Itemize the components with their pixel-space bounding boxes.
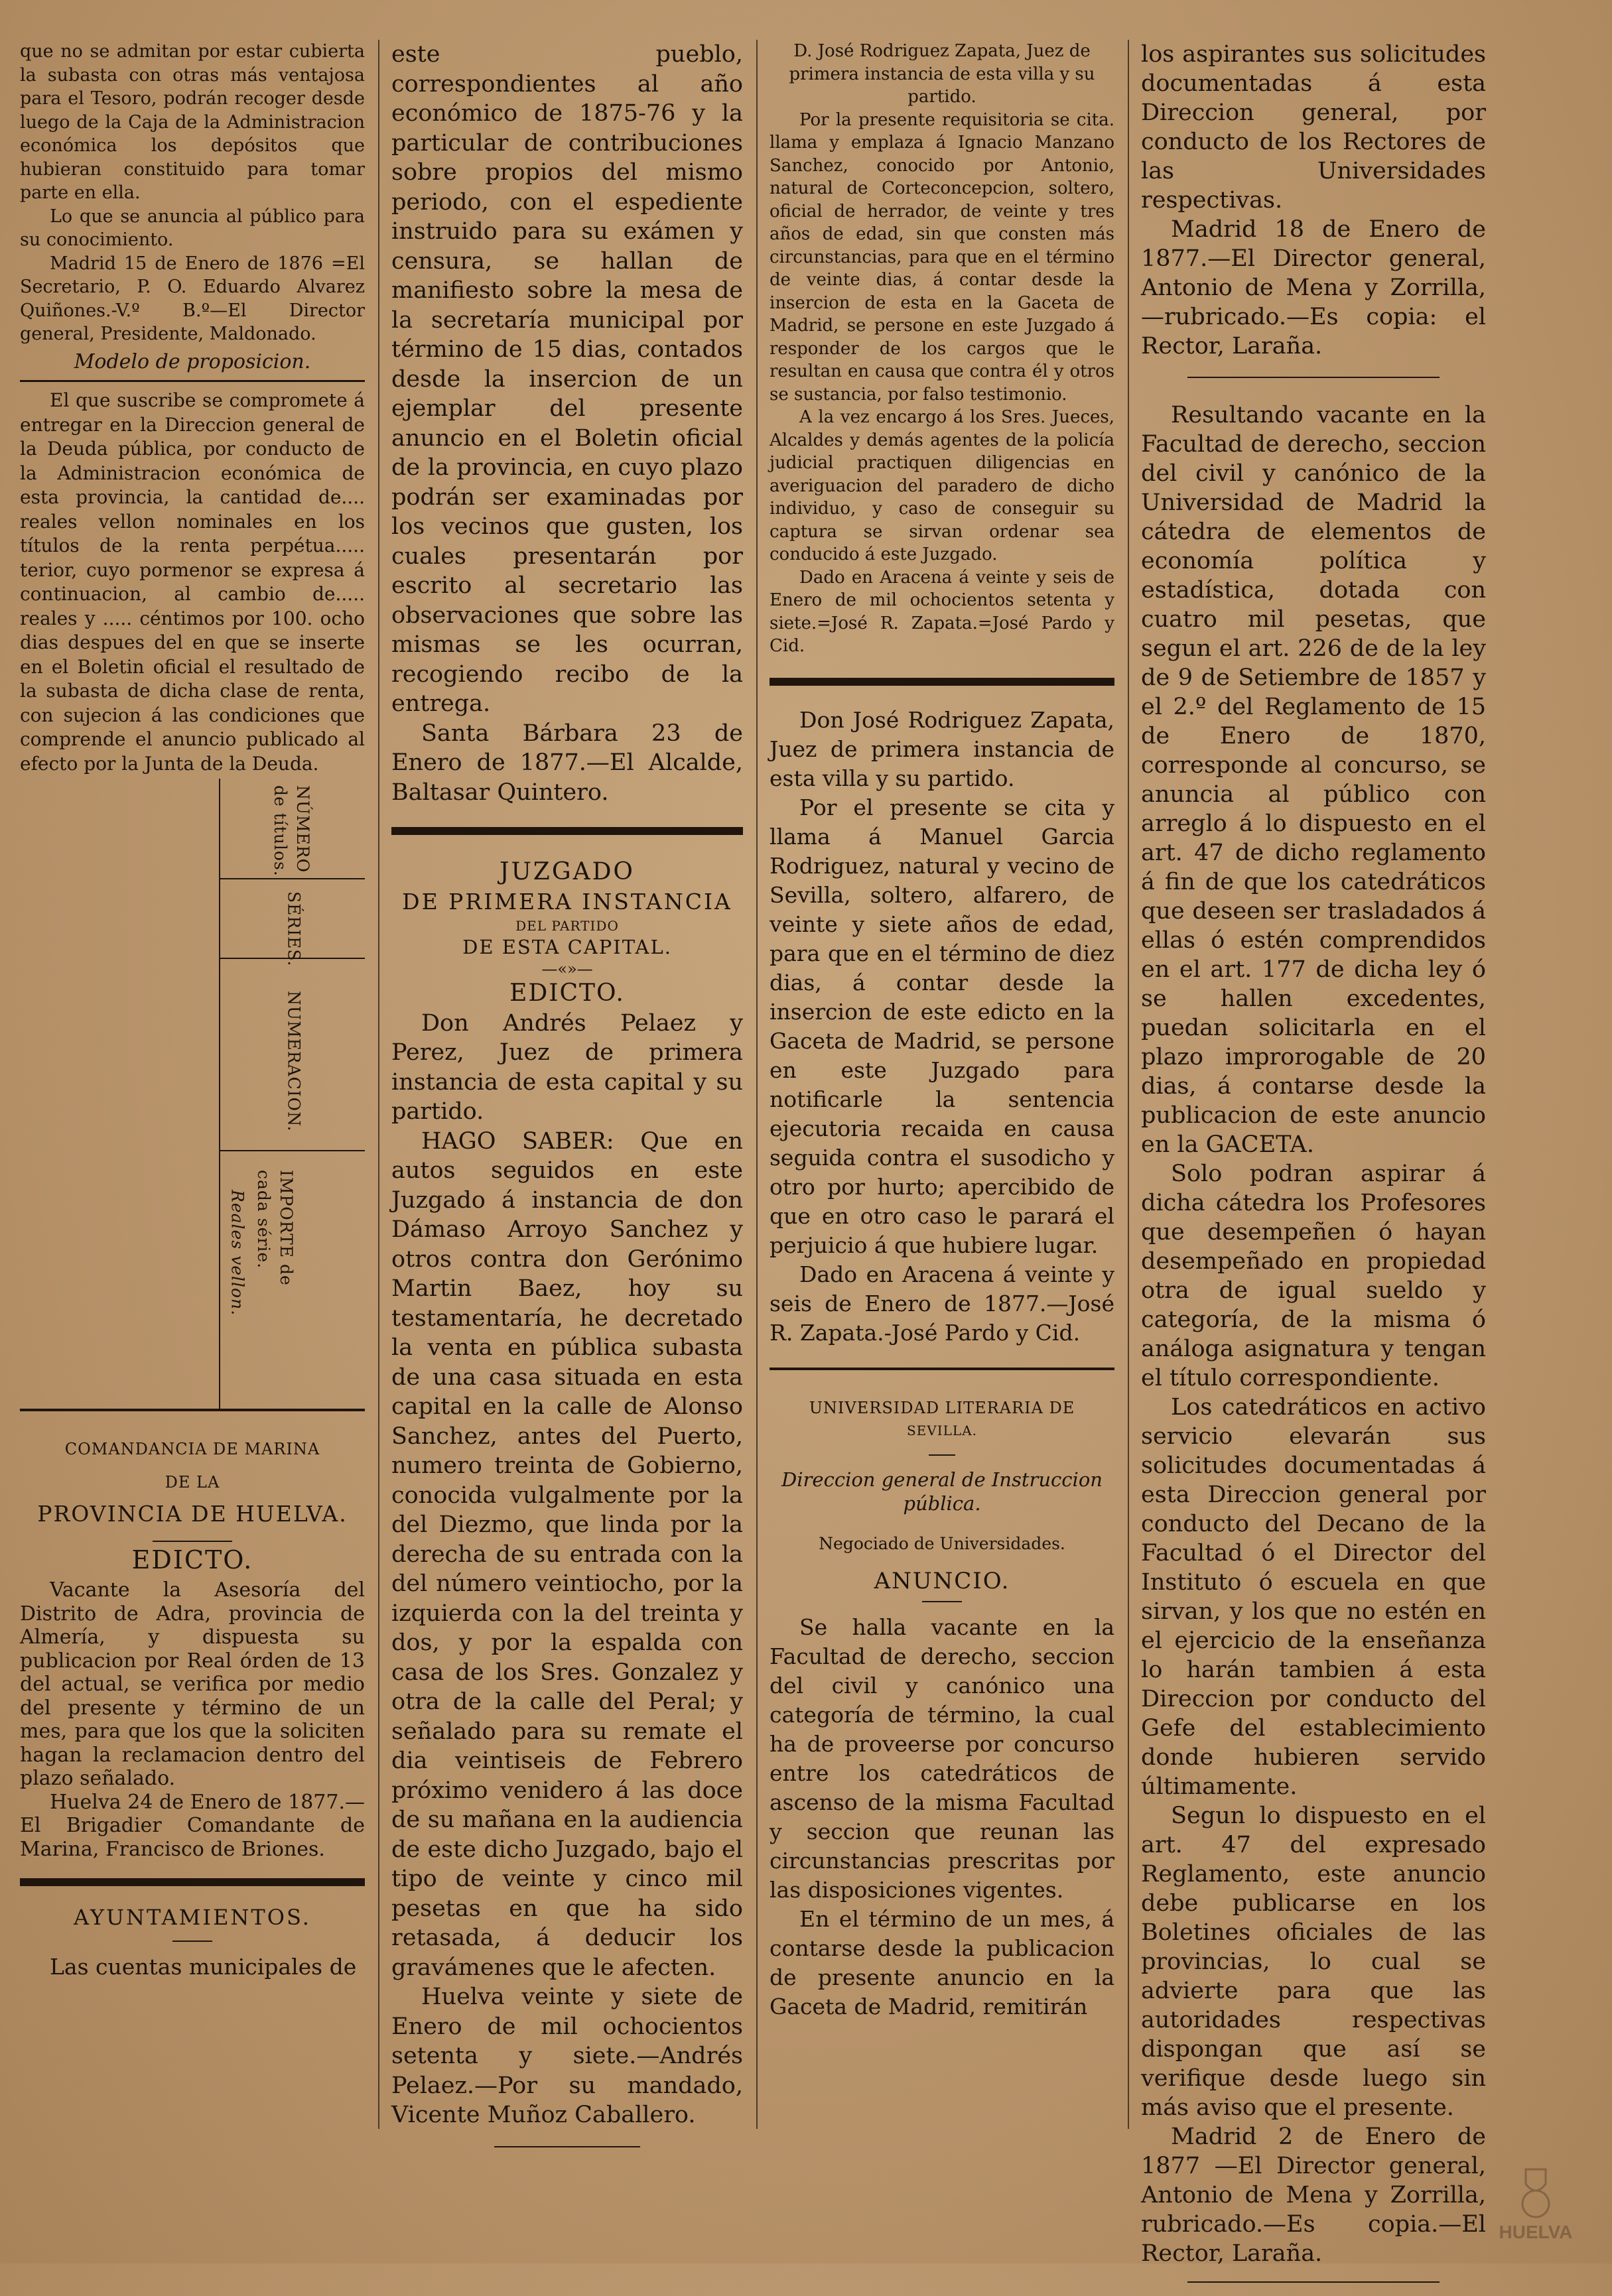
paragraph: HAGO SABER: Que en autos seguidos en este Juzgado á instancia de don Dámaso Arroyo Sanchez y otros contra don Gerónimo Martin Baez, hoy su testamentaría, he decretado la venta en pública subasta de una casa situada en esta capital en la calle de Alonso Sanchez, antes del Puerto, numero treinta de Gobierno, conocida vulgalmente por la del Diezmo, que linda por la derecha de su entrada con la del número veintiocho, por la izquierda con la del treinta y dos, y por la espalda con casa de los Sres. Gonzalez y otra de la calle del Peral; y señalado para su remate el dia veintiseis de Febrero próximo venidero á las doce de su mañana en la audiencia de este dicho Juzgado, bajo el tipo de veinte y cinco mil pesetas en que ha sido retasada, á deducir los gravámenes que le afecten. bbox=[391, 1127, 743, 1981]
section-heading: JUZGADO bbox=[500, 858, 635, 885]
column-rule-3 bbox=[1128, 40, 1129, 2129]
divider bbox=[929, 1454, 955, 1456]
column-1 bbox=[20, 40, 365, 1982]
section-title: Modelo de proposicion. bbox=[74, 350, 311, 373]
column-rule-2 bbox=[756, 40, 758, 2129]
paragraph: Por el presente se cita y llama á Manuel Garcia Rodriguez, natural y vecino de Sevilla, soltero, alfarero, de veinte y siete años de edad, para que en el término de diez dias, á contar desde la insercion de este edicto en la Gaceta de Madrid, se persone en este Juzgado para notificarle la sentencia ejecutoria recaida en causa seguida contra el susodicho y otro por hurto; apercibido de que en otro caso le parará el perjuicio á que hubiere lugar. bbox=[770, 794, 1114, 1258]
divider bbox=[391, 827, 743, 835]
column-rule-1 bbox=[378, 40, 379, 2129]
paragraph: A la vez encargo á los Sres. Jueces, Alcaldes y demás agentes de la policía judicial practiquen diligencias en averiguacion del paradero de dicho individuo, y caso de conseguir su captura se sirvan ordenar sea conducido á este Juzgado. bbox=[770, 407, 1114, 564]
paragraph: Por la presente requisitoria se cita. llama y emplaza á Ignacio Manzano Sanchez, conocido por Antonio, natural de Corteconcepcion, soltero, oficial de herrador, de veinte y tres años de edad, sin que consten más circunstancias, para que en el término de veinte dias, á contar desde la insercion de esta en la Gaceta de Madrid, se persone en este Juzgado á responder de los cargos que le resultan en causa que contra él y otros se sustancia, por falso testimonio. bbox=[770, 109, 1114, 405]
section-heading: Negociado de Universidades. bbox=[819, 1533, 1065, 1553]
divider bbox=[1187, 377, 1440, 378]
column-4 bbox=[1141, 40, 1486, 2296]
paragraph: Dado en Aracena á veinte y seis de Enero de mil ochocientos setenta y siete.=José R. Zapata.=José Pardo y Cid. bbox=[770, 567, 1114, 656]
crest-icon bbox=[1486, 2164, 1585, 2244]
paragraph: Vacante la Asesoría del Distrito de Adra, provincia de Almería, y dispuesta su publicacion por Real órden de 13 del actual, se verifica por medio del presente y término de un mes, para que los que la soliciten hagan la reclamacion dentro del plazo señalado. bbox=[20, 1578, 365, 1790]
paragraph: Lo que se anuncia al público para su conocimiento. bbox=[20, 206, 365, 250]
table-rule bbox=[219, 1150, 365, 1151]
paragraph: Los catedráticos en activo servicio elevarán sus solicitudes documentadas á esta Direccion general por conducto del Decano de la Facultad ó el Director del Instituto ó escuela en que sirvan, y los que no estén en el ejercicio de la enseñanza lo harán tambien á esta Direccion por conducto del Gefe del establecimiento donde hubieren servido últimamente. bbox=[1141, 1394, 1486, 1800]
section-heading: Direccion general de Instruccion pública. bbox=[781, 1468, 1103, 1515]
divider bbox=[770, 678, 1114, 686]
section-heading: DEL PARTIDO bbox=[515, 918, 619, 934]
section-heading: PROVINCIA DE HUELVA. bbox=[37, 1501, 348, 1527]
table-header-numeracion: NUMERACION. bbox=[284, 991, 304, 1132]
watermark-text: HUELVA bbox=[1499, 2222, 1573, 2242]
divider bbox=[20, 380, 365, 382]
edicto-title: EDICTO. bbox=[509, 980, 625, 1007]
paragraph: Madrid 15 de Enero de 1876 =El Secretario, P. O. Eduardo Alvarez Quiñones.-V.º B.º—El Director general, Presidente, Maldonado. bbox=[20, 253, 365, 344]
paragraph: Las cuentas municipales de bbox=[50, 1953, 357, 1980]
section-heading: UNIVERSIDAD LITERARIA DE bbox=[809, 1398, 1075, 1417]
ornament: —«»— bbox=[541, 960, 593, 978]
paragraph: este pueblo, correspondientes al año económico de 1875-76 y la particular de contribuciones sobre propios del mismo periodo, con el espediente instruido para su exámen y censura, se hallan de manifiesto sobre la mesa de la secretaría municipal por término de 15 dias, contados desde la insercion de un ejemplar del presente anuncio en el Boletin oficial de la provincia, en cuyo plazo podrán ser examinadas por los vecinos que gusten, los cuales presentarán por escrito al secretario las observaciones que sobre las mismas se les ocurran, recogiendo recibo de la entrega. bbox=[391, 41, 743, 717]
column-3 bbox=[770, 40, 1114, 2021]
paragraph: Madrid 2 de Enero de 1877 —El Director general, Antonio de Mena y Zorrilla, rubricado.—Es copia.—El Rector, Laraña. bbox=[1141, 2124, 1486, 2267]
paragraph: Huelva 24 de Enero de 1877.— El Brigadier Comandante de Marina, Francisco de Briones. bbox=[20, 1790, 365, 1861]
edicto-title: EDICTO. bbox=[131, 1545, 253, 1574]
divider bbox=[922, 1601, 962, 1602]
paragraph: Santa Bárbara 23 de Enero de 1877.—El Alcalde, Baltasar Quintero. bbox=[391, 720, 743, 806]
section-heading: DE ESTA CAPITAL. bbox=[462, 936, 672, 958]
table-rule bbox=[219, 878, 365, 879]
table-header-importe: IMPORTE de cada série. bbox=[254, 1170, 296, 1286]
paragraph: Don José Rodriguez Zapata, Juez de primera instancia de esta villa y su partido. bbox=[770, 706, 1114, 791]
section-heading: DE PRIMERA INSTANCIA bbox=[402, 888, 732, 915]
table-header-series: SÉRIES. bbox=[284, 891, 304, 967]
paragraph: los aspirantes sus solicitudes documentadas á esta Direccion general, por conducto de los Rectores de las Universidades respectivas. bbox=[1141, 41, 1486, 214]
section-heading: DE LA bbox=[165, 1472, 220, 1492]
section-heading: COMANDANCIA DE MARINA bbox=[64, 1440, 320, 1458]
table-header-numero: NÚMERO de títulos. bbox=[271, 785, 312, 877]
paragraph: Segun lo dispuesto en el art. 47 del expresado Reglamento, este anuncio debe publicarse en los Boletines oficiales de las provincias, lo cual se advierte para que las autoridades respectivas dispongan que así se verifique desde luego sin más aviso que el presente. bbox=[1141, 1803, 1486, 2121]
archive-watermark bbox=[1486, 2164, 1585, 2244]
table-rule bbox=[219, 779, 220, 1409]
paragraph: Solo podran aspirar á dicha cátedra los Profesores que desempeñen ó hayan desempeñado en propiedad otra de igual sueldo y categoría, de la misma ó análoga asignatura y tengan el título correspondiente. bbox=[1141, 1161, 1486, 1391]
divider bbox=[1187, 2281, 1440, 2283]
paragraph: El que suscribe se compromete á entregar en la Direccion general de la Deuda pública, por conducto de la Administracion económica de esta provincia, la cantidad de.... reales vellon nominales en los títulos de la renta perpétua..... terior, cuyo pormenor se expresa á continuacion, al cambio de..... reales y ..... céntimos por 100. ocho dias despues del en que se inserte en el Boletin oficial el resultado de la subasta de dicha clase de renta, con sujecion á las condiciones que comprende el anuncio publicado al efecto por la Junta de la Deuda. bbox=[20, 389, 365, 775]
paragraph: Don Andrés Pelaez y Perez, Juez de primera instancia de esta capital y su partido. bbox=[391, 1009, 743, 1125]
divider bbox=[172, 1941, 212, 1942]
paragraph: que no se admitan por estar cubierta la subasta con otras más ventajosa para el Tesoro, podrán recoger desde luego de la Caja de la Administracion económica los depósitos que hubieran constituido para tomar parte en ella. bbox=[20, 41, 365, 203]
paragraph: En el término de un mes, á contarse desde la publicacion de presente anuncio en la Gaceta de Madrid, remitirán bbox=[770, 1905, 1114, 2019]
titles-table bbox=[20, 779, 365, 1411]
divider bbox=[770, 1368, 1114, 1370]
section-heading: SEVILLA. bbox=[906, 1423, 977, 1438]
paragraph: Resultando vacante en la Facultad de derecho, seccion del civil y canónico de la Universidad de Madrid la cátedra de elementos de economía política y estadística, dotada con cuatro mil pesetas, que segun el art. 226 de de la ley de 9 de Setiembre de 1857 y el 2.º del Reglamento de 15 de Enero de 1870, corresponde al concurso, se anuncia al público con arreglo á lo dispuesto en el art. 47 de dicho reglamento á fin de que los catedráticos que deseen ser trasladados á ellas ó estén comprendidos en el art. 177 de dicha ley ó se hallen excedentes, puedan solicitarla en el plazo improrogable de 20 dias, á contarse desde la publicacion de este anuncio en la GACETA. bbox=[1141, 402, 1486, 1158]
divider bbox=[20, 1878, 365, 1886]
column-2 bbox=[391, 40, 743, 2154]
paragraph: Se halla vacante en la Facultad de derecho, seccion del civil y canónico una categoría de término, la cual ha de proveerse por concurso entre los catedráticos de ascenso de la misma Facultad y seccion que reunan las circunstancias prescritas por las disposiciones vigentes. bbox=[770, 1614, 1114, 1903]
table-header-reales: Reales vellon. bbox=[228, 1190, 247, 1316]
section-heading: AYUNTAMIENTOS. bbox=[74, 1905, 311, 1930]
paragraph: Madrid 18 de Enero de 1877.—El Director general, Antonio de Mena y Zorrilla, —rubricado.—Es copia: el Rector, Laraña. bbox=[1141, 216, 1486, 359]
paragraph: Dado en Aracena á veinte y seis de Enero de 1877.—José R. Zapata.-José Pardo y Cid. bbox=[770, 1261, 1114, 1346]
paragraph: Huelva veinte y siete de Enero de mil ochocientos setenta y siete.—Andrés Pelaez.—Por su mandado, Vicente Muñoz Caballero. bbox=[391, 1984, 743, 2128]
divider bbox=[153, 1541, 232, 1542]
paragraph: D. José Rodriguez Zapata, Juez de primera instancia de esta villa y su partido. bbox=[789, 41, 1095, 107]
anuncio-title: ANUNCIO. bbox=[874, 1568, 1010, 1594]
divider bbox=[494, 2146, 640, 2147]
